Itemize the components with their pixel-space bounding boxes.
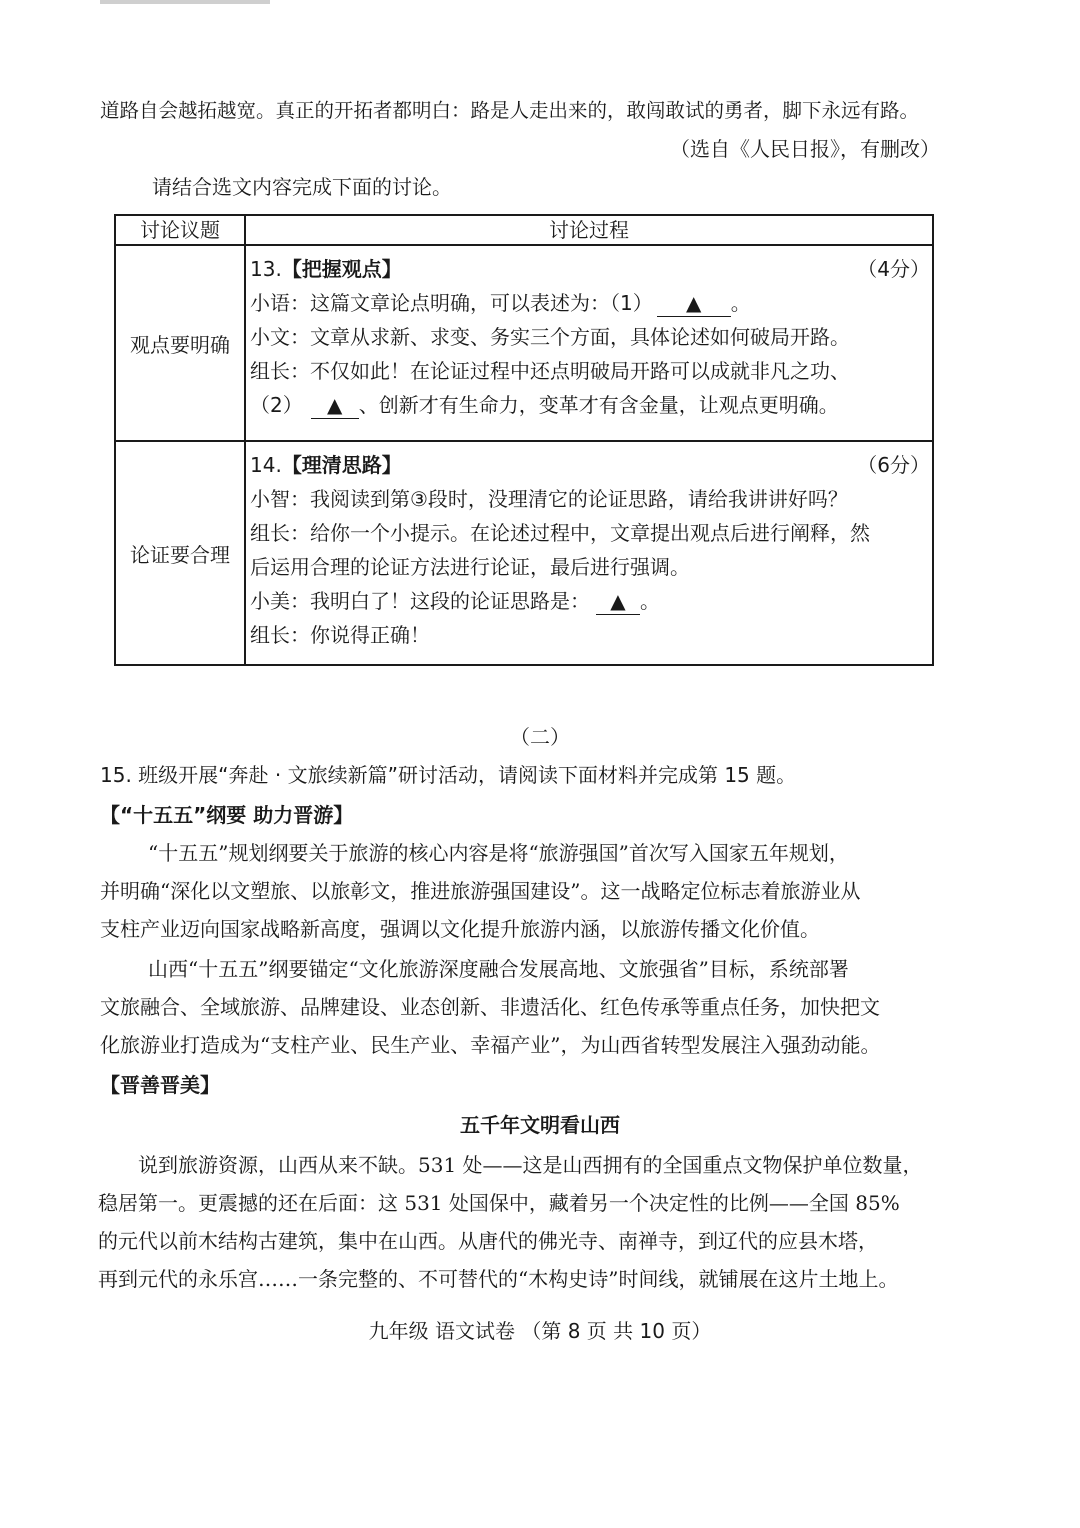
q13-line-4-text: （2） (250, 393, 303, 417)
q14-title: 【理清思路】 (281, 453, 402, 477)
material-2-title: 【晋善晋美】 (100, 1073, 220, 1097)
material-1-title: 【“十五五”纲要 助力晋游】 (100, 803, 354, 827)
table-header-row (115, 215, 933, 245)
m2-p1-line-4: 再到元代的永乐宫……一条完整的、不可替代的“木构史诗”时间线，就铺展在这片土地上。 (98, 1267, 899, 1291)
m2-p1-line-1: 说到旅游资源，山西从来不缺。531 处——这是山西拥有的全国重点文物保护单位数量， (138, 1153, 923, 1177)
m1-p2-line-1: 山西“十五五”纲要锚定“文化旅游深度融合发展高地、文旅强省”目标，系统部署 (148, 957, 849, 981)
m1-p1-line-1: “十五五”规划纲要关于旅游的核心内容是将“旅游强国”首次写入国家五年规划， (148, 841, 849, 865)
q14-answer-blank[interactable]: ▲ (596, 588, 640, 615)
q14-title-row (250, 448, 932, 482)
topic-q13: 观点要明确 (115, 245, 245, 441)
m2-p1-line-3: 的元代以前木结构古建筑，集中在山西。从唐代的佛光寺、南禅寺，到辽代的应县木塔， (98, 1229, 878, 1253)
q14-line-4-text: 小美：我明白了！这段的论证思路是： (250, 589, 590, 613)
process-q13 (245, 245, 933, 441)
q13-answer-blank-2[interactable]: ▲ (311, 392, 359, 419)
q13-title-row (250, 252, 932, 286)
q13-number: 13. (250, 257, 282, 281)
q14-line-2: 组长：给你一个小提示。在论述过程中，文章提出观点后进行阐释，然 (250, 521, 870, 545)
discussion-table (114, 214, 934, 666)
q13-line-2: 小文：文章从求新、求变、务实三个方面，具体论述如何破局开路。 (250, 325, 850, 349)
q14-line-4 (250, 584, 932, 618)
q13-line-1-text: 小语：这篇文章论点明确，可以表述为：（1） (250, 291, 653, 315)
m2-p1-line-2: 稳居第一。更震撼的还在后面：这 531 处国保中，藏着另一个决定性的比例——全国 85% (98, 1191, 900, 1215)
discussion-instruction: 请结合选文内容完成下面的讨论。 (152, 175, 452, 199)
q13-line-4 (250, 388, 932, 422)
q14-line-3: 后运用合理的论证方法进行论证，最后进行强调。 (250, 555, 690, 579)
q14-score: （6分） (857, 453, 930, 477)
m1-p1-line-2: 并明确“深化以文塑旅、以旅彰文，推进旅游强国建设”。这一战略定位标志着旅游业从 (100, 879, 861, 903)
q13-line-3: 组长：不仅如此！在论证过程中还点明破局开路可以成就非凡之功、 (250, 359, 850, 383)
table-row-q14 (115, 441, 933, 665)
q14-line-4-end: 。 (640, 589, 660, 613)
passage-last-line: 道路自会越拓越宽。真正的开拓者都明白：路是人走出来的，敢闯敢试的勇者，脚下永远有路。 (100, 99, 920, 122)
section-heading: （二） (510, 725, 570, 749)
header-process: 讨论过程 (245, 215, 933, 245)
m1-p2-line-3: 化旅游业打造成为“支柱产业、民生产业、幸福产业”，为山西省转型发展注入强劲动能。 (100, 1033, 881, 1057)
m1-p1-line-3: 支柱产业迈向国家战略新高度，强调以文化提升旅游内涵，以旅游传播文化价值。 (100, 917, 820, 941)
q13-title: 【把握观点】 (281, 257, 402, 281)
header-topic: 讨论议题 (115, 215, 245, 245)
q14-line-5: 组长：你说得正确！ (250, 623, 430, 647)
process-q14 (245, 441, 933, 665)
passage-source: （选自《人民日报》，有删改） (670, 137, 940, 161)
q14-line-1: 小智：我阅读到第③段时，没理清它的论证思路，请给我讲讲好吗？ (250, 487, 848, 511)
m1-p2-line-2: 文旅融合、全域旅游、品牌建设、业态创新、非遗活化、红色传承等重点任务，加快把文 (100, 995, 880, 1019)
q15-intro: 15. 班级开展“奔赴 · 文旅续新篇”研讨活动，请阅读下面材料并完成第 15 题。 (100, 763, 797, 787)
q13-line-1-end: 。 (730, 291, 751, 315)
q13-answer-blank-1[interactable]: ▲ (657, 290, 731, 317)
top-edge-mark (100, 0, 270, 4)
q13-score: （4分） (857, 257, 930, 281)
table-row-q13 (115, 245, 933, 441)
q14-number: 14. (250, 453, 282, 477)
q13-line-4-end: 、创新才有生命力，变革才有含金量，让观点更明确。 (358, 393, 839, 417)
q13-line-1 (250, 286, 932, 320)
material-2-heading: 五千年文明看山西 (460, 1113, 620, 1137)
page-footer: 九年级 语文试卷 （第 8 页 共 10 页） (368, 1319, 712, 1343)
topic-q14: 论证要合理 (115, 441, 245, 665)
